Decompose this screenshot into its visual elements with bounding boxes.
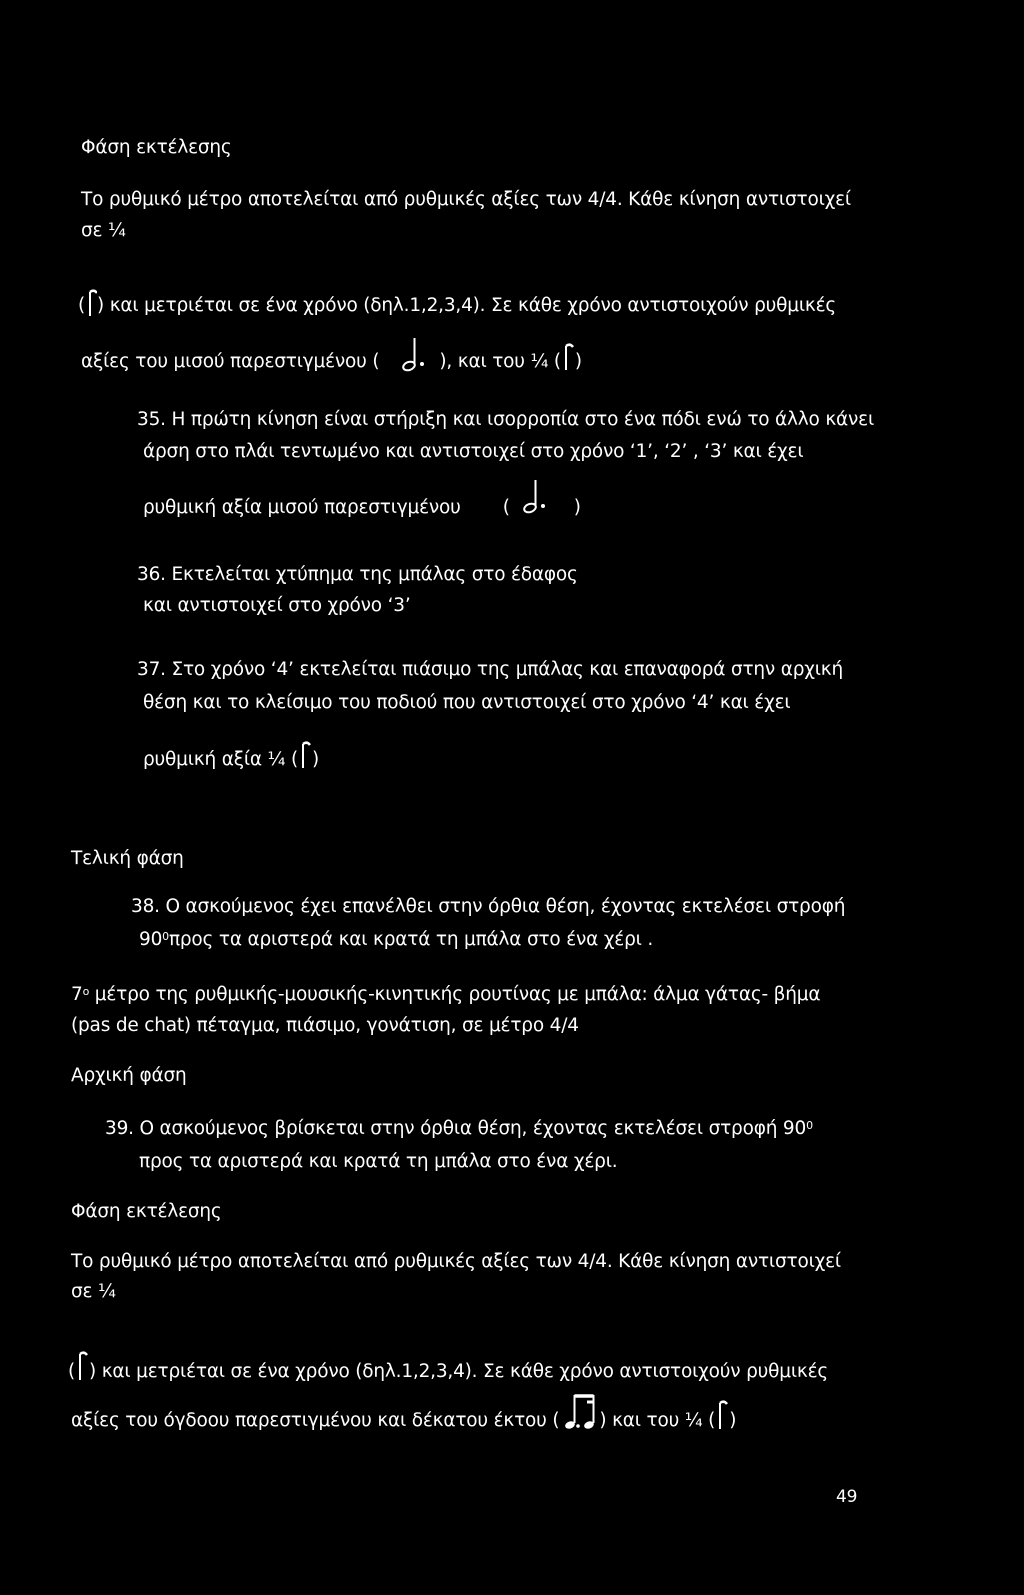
list-item-39 — [105, 1117, 813, 1141]
list-item-35-line — [143, 496, 581, 520]
paragraph-line: Το ρυθμικό μέτρο αποτελείται από ρυθμικές αξίες των 4/4. Κάθε κίνηση αντιστοιχεί — [71, 1251, 841, 1272]
paragraph-line: Το ρυθμικό μέτρο αποτελείται από ρυθμικές αξίες των 4/4. Κάθε κίνηση αντιστοιχεί — [81, 189, 851, 210]
paragraph-line — [68, 1360, 828, 1384]
heading-execution-phase-2: Φάση εκτέλεσης — [71, 1201, 222, 1222]
paragraph-line: σε ¼ — [71, 1281, 116, 1302]
paragraph-line — [78, 288, 836, 318]
superscript: 0 — [162, 930, 169, 943]
text-fragment: ) και του ¼ ( — [599, 1410, 716, 1431]
heading-execution-phase: Φάση εκτέλεσης — [81, 137, 232, 158]
measure-7-title — [71, 983, 820, 1007]
text-fragment: ( — [78, 295, 86, 316]
text-fragment: ( — [502, 497, 510, 518]
list-item-37-line — [143, 748, 319, 772]
heading-final-phase: Τελική φάση — [71, 848, 184, 869]
text-fragment: ) — [729, 1410, 737, 1431]
text-fragment: 7 — [71, 984, 83, 1005]
list-item-35-line: άρση στο πλάι τεντωμένο και αντιστοιχεί στο χρόνο ‘1’, ‘2’ , ‘3’ και έχει — [143, 441, 804, 462]
text-fragment: ρυθμική αξία ¼ ( — [143, 749, 298, 770]
text-fragment: ), και του ¼ ( — [439, 351, 561, 372]
text-fragment: ) και μετριέται σε ένα χρόνο (δηλ.1,2,3,4). Σε κάθε χρόνο αντιστοιχούν ρυθμικές — [89, 1361, 829, 1382]
heading-initial-phase: Αρχική φάση — [71, 1065, 187, 1086]
superscript: 0 — [806, 1119, 813, 1132]
text-fragment: ρυθμική αξία μισού παρεστιγμένου — [143, 497, 461, 518]
text-fragment: 90 — [139, 929, 163, 950]
paragraph-line — [81, 350, 582, 374]
quarter-note-icon — [85, 288, 97, 318]
text-fragment: μέτρο της ρυθμικής-μουσικής-κινητικής ρουτίνας με μπάλα: άλμα γάτας- βήμα — [89, 984, 821, 1005]
text-fragment: ) και μετριέται σε ένα χρόνο (δηλ.1,2,3,4). Σε κάθε χρόνο αντιστοιχούν ρυθμικές — [97, 295, 837, 316]
text-fragment: ) — [574, 351, 582, 372]
list-item-38: 38. Ο ασκούμενος έχει επανέλθει στην όρθια θέση, έχοντας εκτελέσει στροφή — [131, 896, 846, 917]
paragraph-line: σε ¼ — [81, 220, 126, 241]
list-item-35: 35. Η πρώτη κίνηση είναι στήριξη και ισορροπία στο ένα πόδι ενώ το άλλο κάνει — [137, 409, 875, 430]
measure-7-subtitle: (pas de chat) πέταγμα, πιάσιμο, γονάτιση, σε μέτρο 4/4 — [71, 1015, 579, 1036]
text-fragment: αξίες του όγδοου παρεστιγμένου και δέκατου έκτου ( — [71, 1410, 560, 1431]
text-fragment: ( — [68, 1361, 76, 1382]
paragraph-line — [71, 1409, 736, 1433]
list-item-39-line: προς τα αριστερά και κρατά τη μπάλα στο ένα χέρι. — [139, 1151, 618, 1172]
text-fragment: ) — [573, 497, 581, 518]
text-fragment: αξίες του μισού παρεστιγμένου ( — [81, 351, 380, 372]
list-item-37-line: θέση και το κλείσιμο του ποδιού που αντιστοιχεί στο χρόνο ‘4’ και έχει — [143, 692, 791, 713]
list-item-36: 36. Εκτελείται χτύπημα της μπάλας στο έδαφος — [137, 564, 578, 585]
text-fragment: προς τα αριστερά και κρατά τη μπάλα στο ένα χέρι . — [168, 929, 654, 950]
text-fragment: ) — [311, 749, 320, 770]
list-item-38-line — [139, 928, 653, 952]
list-item-37: 37. Στο χρόνο ‘4’ εκτελείται πιάσιμο της μπάλας και επαναφορά στην αρχική — [137, 659, 844, 680]
superscript: ο — [82, 985, 90, 998]
text-fragment: 39. Ο ασκούμενος βρίσκεται στην όρθια θέση, έχοντας εκτελέσει στροφή 90 — [105, 1118, 807, 1139]
list-item-36-line: και αντιστοιχεί στο χρόνο ‘3’ — [143, 595, 411, 616]
page-number: 49 — [836, 1487, 858, 1507]
